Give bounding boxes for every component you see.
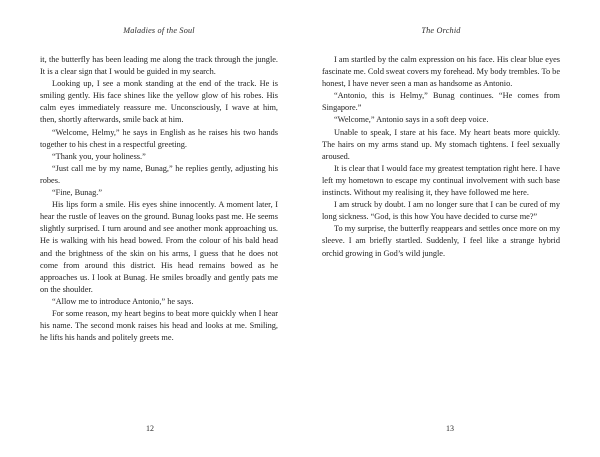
right-page: [300, 0, 600, 457]
running-head-right: The Orchid: [421, 26, 461, 35]
left-page-body: [40, 54, 278, 344]
page-number-right: 13: [446, 424, 454, 433]
paragraph: “Allow me to introduce Antonio,” he says.: [52, 296, 194, 306]
paragraph: “Antonio, this is Helmy,” Bunag continues. “He comes from Singapore.”: [322, 91, 560, 113]
right-page-body: [322, 54, 560, 260]
paragraph: His lips form a smile. His eyes shine innocently. A moment later, I hear the rustle of leaves on the ground. Bunag looks past me. He seems slightly surprised. I turn around and see another monk approaching us. He is walking with his head bowed. From the colour of his bald head and the brightness of the skin on his arms, I guess that he does not come from around this district. His head remains bowed as he approaches us. I look at Bunag. He smiles broadly and gently pats me on the shoulder.: [40, 200, 278, 294]
paragraph: it, the butterfly has been leading me along the track through the jungle. It is a clear sign that I would be guided in my search.: [40, 55, 278, 77]
page-number-left: 12: [146, 424, 154, 433]
paragraph: To my surprise, the butterfly reappears and settles once more on my sleeve. I am briefly startled. Suddenly, I feel like a strange hybrid orchid growing in God’s wild jungle.: [322, 224, 560, 258]
running-head-left: Maladies of the Soul: [123, 26, 195, 35]
paragraph: It is clear that I would face my greatest temptation right here. I have left my hometown to escape my continual involvement with such base instincts. Without my realising it, they have followed me here.: [322, 163, 560, 198]
paragraph: “Fine, Bunag.”: [52, 188, 103, 198]
paragraph: “Welcome, Helmy,” he says in English as he raises his two hands together to his chest in a respectful greeting.: [40, 127, 278, 149]
paragraph: Unable to speak, I stare at his face. My heart beats more quickly. The hairs on my arms stand up. My stomach tightens. I feel sexually aroused.: [322, 127, 560, 161]
paragraph: “Just call me by my name, Bunag,” he replies gently, adjusting his robes.: [40, 163, 278, 185]
paragraph: “Welcome,” Antonio says in a soft deep voice.: [334, 115, 489, 125]
paragraph: I am startled by the calm expression on his face. His clear blue eyes fascinate me. Cold sweat covers my forehead. My body trembles. To be honest, I have never seen a man as handsome as Antonio.: [322, 55, 560, 89]
paragraph: “Thank you, your holiness.”: [52, 151, 146, 161]
paragraph: I am struck by doubt. I am no longer sure that I can be cured of my long sickness. “God, is this how You have decided to curse me?”: [322, 200, 560, 222]
paragraph: For some reason, my heart begins to beat more quickly when I hear his name. The second monk raises his head and looks at me. Smiling, he lifts his hands and politely greets me.: [40, 308, 278, 343]
paragraph: Looking up, I see a monk standing at the end of the track. He is smiling gently. His face shines like the yellow glow of his robes. His calm eyes immediately reassure me. Unconsciously, I wave at him, then, shortly afterwards, smile back at him.: [40, 79, 278, 125]
